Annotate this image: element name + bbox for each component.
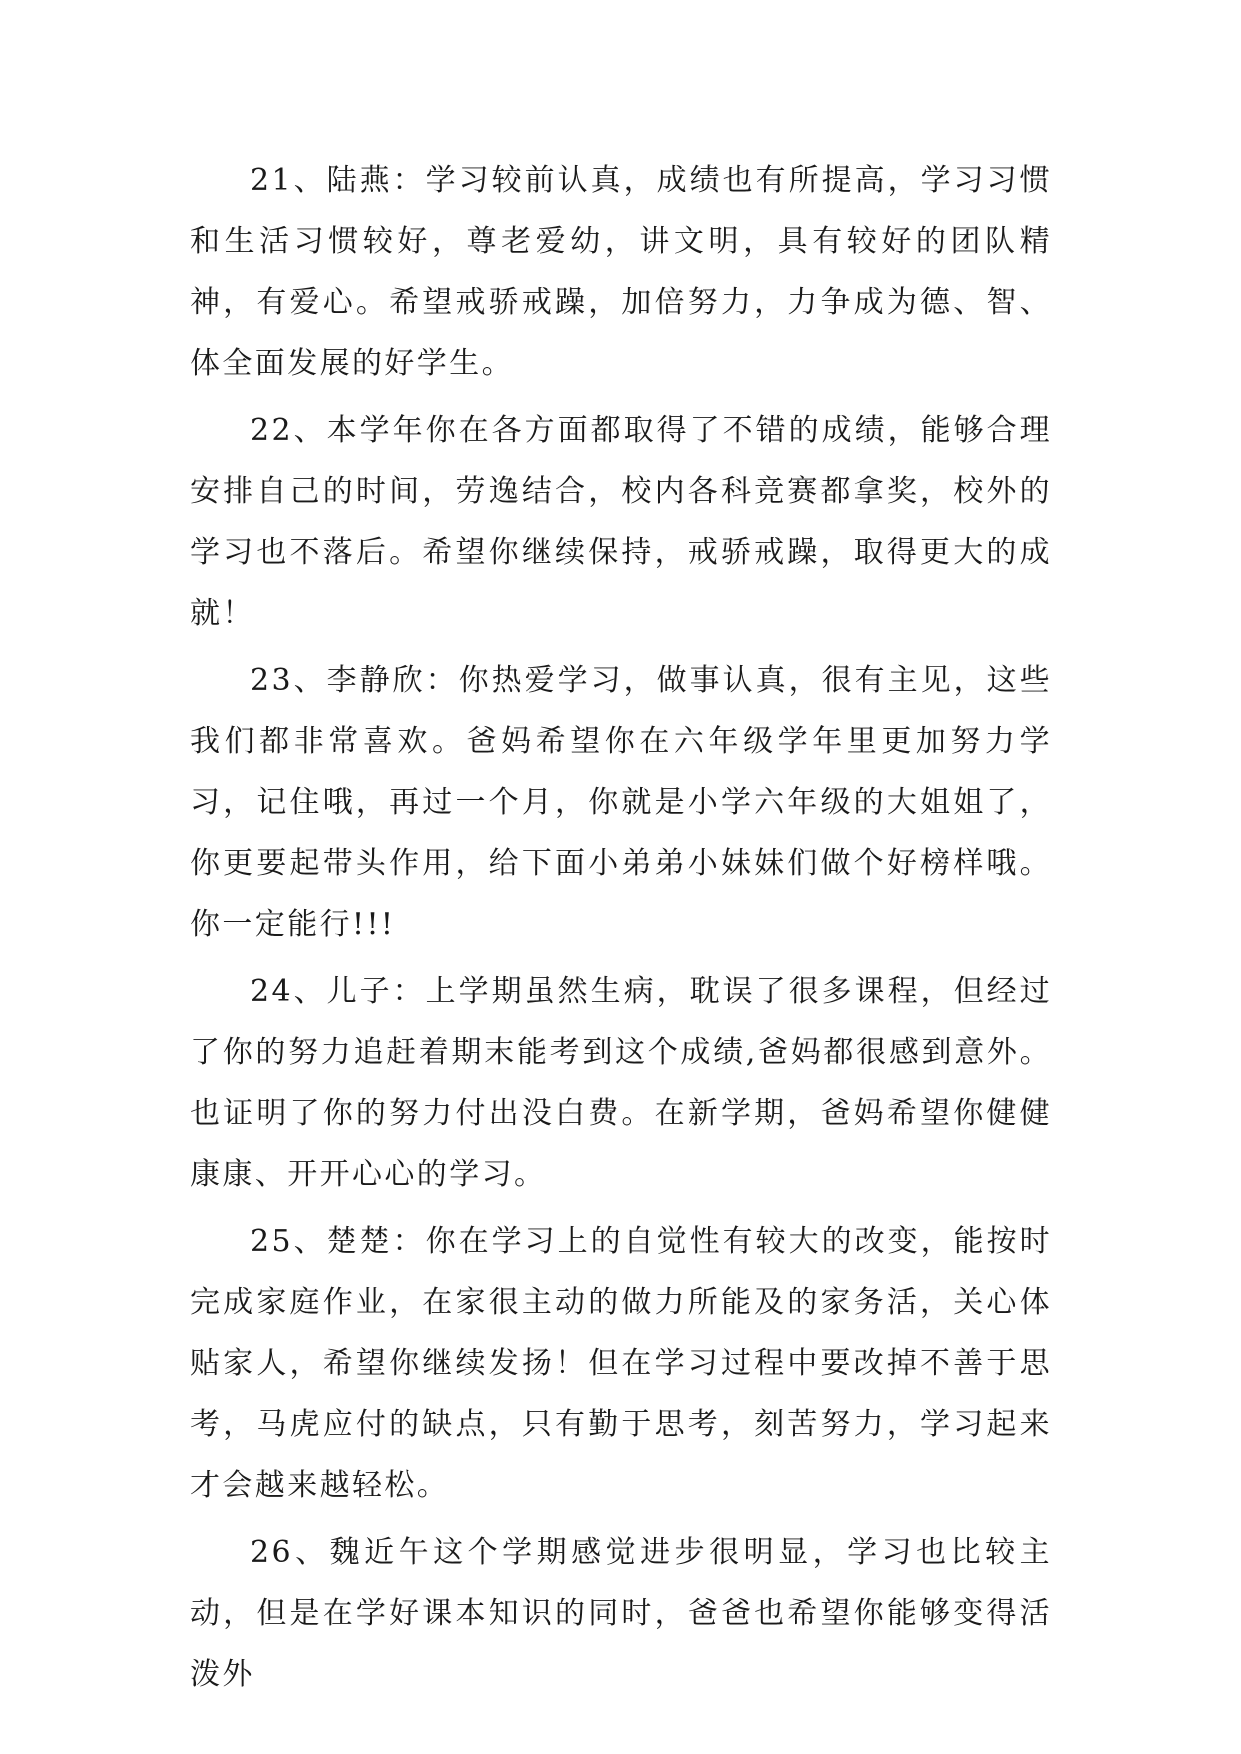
comment-paragraph-21: 21、陆燕：学习较前认真，成绩也有所提高，学习习惯和生活习惯较好，尊老爱幼，讲文明，具有较好的团队精神，有爱心。希望戒骄戒躁，加倍努力，力争成为德、智、体全面发展的好学生。 [190, 163, 1052, 381]
comment-paragraph-25: 25、楚楚：你在学习上的自觉性有较大的改变，能按时完成家庭作业，在家很主动的做力所能及的家务活，关心体贴家人，希望你继续发扬！但在学习过程中要改掉不善于思考，马虎应付的缺点，只有勤于思考，刻苦努力，学习起来才会越来越轻松。 [190, 1224, 1052, 1503]
document-body [190, 150, 1052, 1711]
comment-paragraph-22: 22、本学年你在各方面都取得了不错的成绩，能够合理安排自己的时间，劳逸结合，校内各科竞赛都拿奖，校外的学习也不落后。希望你继续保持，戒骄戒躁，取得更大的成就！ [190, 413, 1052, 631]
comment-paragraph-23: 23、李静欣：你热爱学习，做事认真，很有主见，这些我们都非常喜欢。爸妈希望你在六年级学年里更加努力学习，记住哦，再过一个月，你就是小学六年级的大姐姐了，你更要起带头作用，给下面小弟弟小妹妹们做个好榜样哦。你一定能行!!! [190, 663, 1052, 942]
comment-paragraph-24: 24、儿子：上学期虽然生病，耽误了很多课程，但经过了你的努力追赶着期末能考到这个成绩,爸妈都很感到意外。也证明了你的努力付出没白费。在新学期，爸妈希望你健健康康、开开心心的学习。 [190, 974, 1052, 1192]
comment-paragraph-26: 26、魏近午这个学期感觉进步很明显，学习也比较主动，但是在学好课本知识的同时，爸爸也希望你能够变得活泼外 [190, 1535, 1052, 1692]
